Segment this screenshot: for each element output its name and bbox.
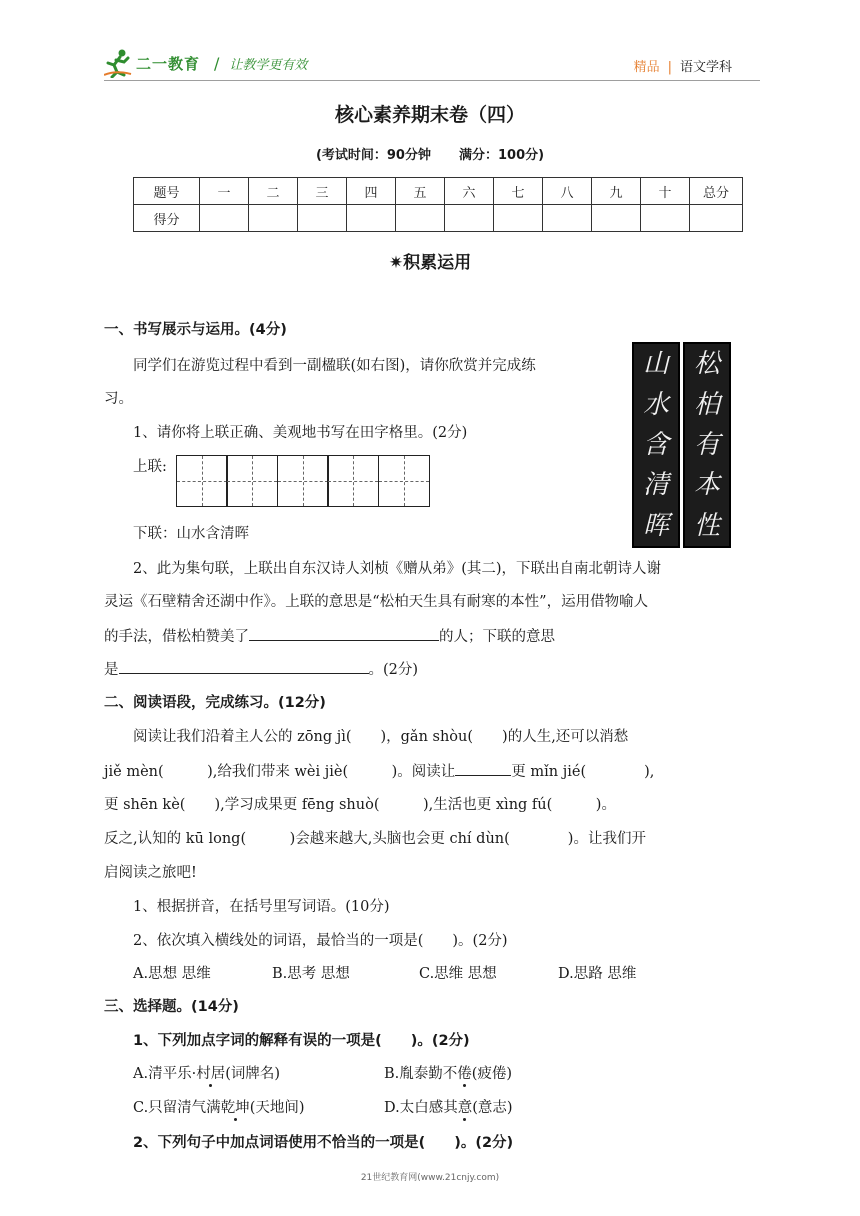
score-row-label: 得分: [134, 205, 200, 232]
option-text: C.只留清气满: [133, 1100, 221, 1116]
answer-blank[interactable]: [455, 761, 511, 776]
q1-sub2-text: 。(2分): [368, 662, 419, 678]
section-heading: ✷积累运用: [388, 253, 472, 273]
exam-full-score: 满分：100分): [458, 148, 545, 163]
q3-option-b[interactable]: [384, 1064, 512, 1084]
tianzige-cell[interactable]: [277, 455, 329, 507]
score-cell: 五: [396, 178, 445, 205]
q3-sub1: 1、下列加点字词的解释有误的一项是( )。(2分): [133, 1033, 470, 1049]
answer-blank[interactable]: [119, 659, 369, 674]
q2-option[interactable]: D.思路 思维: [558, 966, 637, 982]
score-cell: 总分: [690, 178, 743, 205]
option-text: (天地间): [249, 1100, 305, 1116]
q3-sub2: 2、下列句子中加点词语使用不恰当的一项是( )。(2分): [133, 1135, 514, 1151]
score-cell: 二: [249, 178, 298, 205]
score-input-cell[interactable]: [543, 205, 592, 232]
q3-heading: 三、选择题。(14分): [104, 999, 239, 1015]
brand-name: 二一教育: [136, 54, 201, 73]
couplet-char: 本: [693, 470, 720, 501]
q2-sub1: 1、根据拼音，在括号里写词语。(10分): [133, 899, 390, 915]
page-title: 核心素养期末卷（四）: [334, 104, 525, 126]
dotted-word: 倦: [457, 1066, 472, 1082]
q1-sub2-text: 的人；下联的意思: [439, 629, 555, 645]
header-tags: [634, 56, 732, 75]
score-cell: 一: [200, 178, 249, 205]
score-table-header-row: [134, 178, 743, 205]
tianzige-grid[interactable]: [177, 455, 430, 507]
score-cell: 九: [592, 178, 641, 205]
score-input-cell[interactable]: [445, 205, 494, 232]
tianzige-cell[interactable]: [226, 455, 278, 507]
couplet-upper-image: [683, 342, 731, 548]
header-slash: /: [214, 53, 220, 73]
q1-sub2-text: 的手法，借松柏赞美了: [104, 629, 249, 645]
q3-option-c[interactable]: [133, 1098, 305, 1118]
dotted-word: 意: [457, 1100, 473, 1116]
answer-blank[interactable]: [249, 626, 439, 641]
couplet-char: 山: [642, 349, 669, 380]
dotted-word: 乾坤: [220, 1100, 250, 1116]
q1-sub2-text: 是: [104, 662, 119, 678]
score-input-cell[interactable]: [298, 205, 347, 232]
upper-couplet-label: 上联:: [133, 459, 167, 475]
couplet-char: 性: [693, 510, 720, 541]
runner-logo-icon: [104, 48, 132, 78]
subject-tag: 语文学科: [679, 60, 732, 75]
score-input-cell[interactable]: [396, 205, 445, 232]
q1-sub2-line: 2、此为集句联，上联出自东汉诗人刘桢《赠从弟》(其二)，下联出自南北朝诗人谢: [133, 561, 662, 577]
couplet-char: 有: [693, 429, 720, 460]
q3-option-a[interactable]: [133, 1064, 280, 1084]
couplet-char: 清: [642, 470, 669, 501]
brand-slogan: 让教学更有效: [229, 57, 308, 73]
q2-passage-line: [104, 761, 654, 782]
q2-passage-line: 启阅读之旅吧!: [104, 865, 197, 881]
lower-couplet-line: 下联：山水含清晖: [133, 526, 249, 542]
option-text: D.太白感其: [384, 1100, 458, 1116]
option-text: (疲倦): [471, 1066, 513, 1082]
page-footer: 21世纪教育网(www.21cnjy.com): [360, 1173, 500, 1183]
score-cell: 八: [543, 178, 592, 205]
q1-intro-line: 习。: [104, 391, 133, 407]
score-table-score-row: [134, 205, 743, 232]
tianzige-cell[interactable]: [327, 455, 379, 507]
score-cell: 六: [445, 178, 494, 205]
score-cell: 七: [494, 178, 543, 205]
q2-passage-line: 反之,认知的 kū long( )会越来越大,头脑也会更 chí dùn( )。让我们开: [104, 831, 646, 847]
score-input-cell[interactable]: [494, 205, 543, 232]
score-cell: 题号: [134, 178, 200, 205]
q1-sub2-line: [104, 659, 418, 680]
q1-sub2-line: 灵运《石壁精舍还湖中作》。上联的意思是“松柏天生具有耐寒的本性”，运用借物喻人: [104, 594, 649, 610]
score-input-cell[interactable]: [641, 205, 690, 232]
score-table: [133, 177, 743, 232]
q2-option[interactable]: C.思维 思想: [419, 966, 497, 982]
q2-sub2: 2、依次填入横线处的词语，最恰当的一项是( )。(2分): [133, 933, 508, 949]
score-input-cell[interactable]: [592, 205, 641, 232]
option-text: B.胤泰勤不: [384, 1066, 458, 1082]
q1-sub1: 1、请你将上联正确、美观地书写在田字格里。(2分): [133, 425, 468, 441]
couplet-char: 松: [693, 349, 720, 380]
exam-time: (考试时间：90分钟: [315, 148, 431, 163]
score-cell: 十: [641, 178, 690, 205]
q1-sub2-line: [104, 626, 555, 647]
q3-option-d[interactable]: [384, 1098, 513, 1118]
exam-info: [0, 144, 860, 163]
q2-passage-text: jiě mèn( ),给我们带来 wèi jiè( )。阅读让: [104, 764, 456, 780]
option-text: (意志): [472, 1100, 513, 1116]
q2-option[interactable]: A.思想 思维: [133, 966, 211, 982]
score-input-cell[interactable]: [200, 205, 249, 232]
option-text: (词牌名): [225, 1066, 281, 1082]
score-input-cell[interactable]: [690, 205, 743, 232]
tianzige-cell[interactable]: [176, 455, 228, 507]
quality-tag: 精品: [633, 60, 660, 75]
q2-passage-text: 更 mǐn jié( ),: [511, 764, 655, 780]
header-divider: [104, 80, 760, 81]
score-cell: 四: [347, 178, 396, 205]
option-text: A.清平乐·: [133, 1066, 197, 1082]
tag-separator: |: [667, 60, 672, 75]
score-cell: 三: [298, 178, 347, 205]
couplet-char: 柏: [693, 389, 720, 420]
q1-intro-line: 同学们在游览过程中看到一副楹联(如右图)，请你欣赏并完成练: [133, 358, 536, 374]
couplet-lower-image: [632, 342, 680, 548]
couplet-char: 晖: [642, 510, 669, 541]
q2-heading: 二、阅读语段，完成练习。(12分): [104, 695, 326, 711]
q2-passage-line: 阅读让我们沿着主人公的 zōng jì( )，gǎn shòu( )的人生,还可以消愁: [133, 729, 629, 745]
tianzige-cell[interactable]: [378, 455, 430, 507]
site-logo: [104, 48, 307, 78]
q1-heading: 一、书写展示与运用。(4分): [104, 322, 287, 338]
couplet-char: 水: [642, 389, 669, 420]
couplet-char: 含: [642, 429, 669, 460]
score-input-cell[interactable]: [249, 205, 298, 232]
score-input-cell[interactable]: [347, 205, 396, 232]
dotted-word: 村居: [196, 1066, 226, 1082]
q2-passage-line: 更 shēn kè( ),学习成果更 fēng shuò( ),生活也更 xìng fú( )。: [104, 797, 616, 813]
q2-option[interactable]: B.思考 思想: [272, 966, 350, 982]
